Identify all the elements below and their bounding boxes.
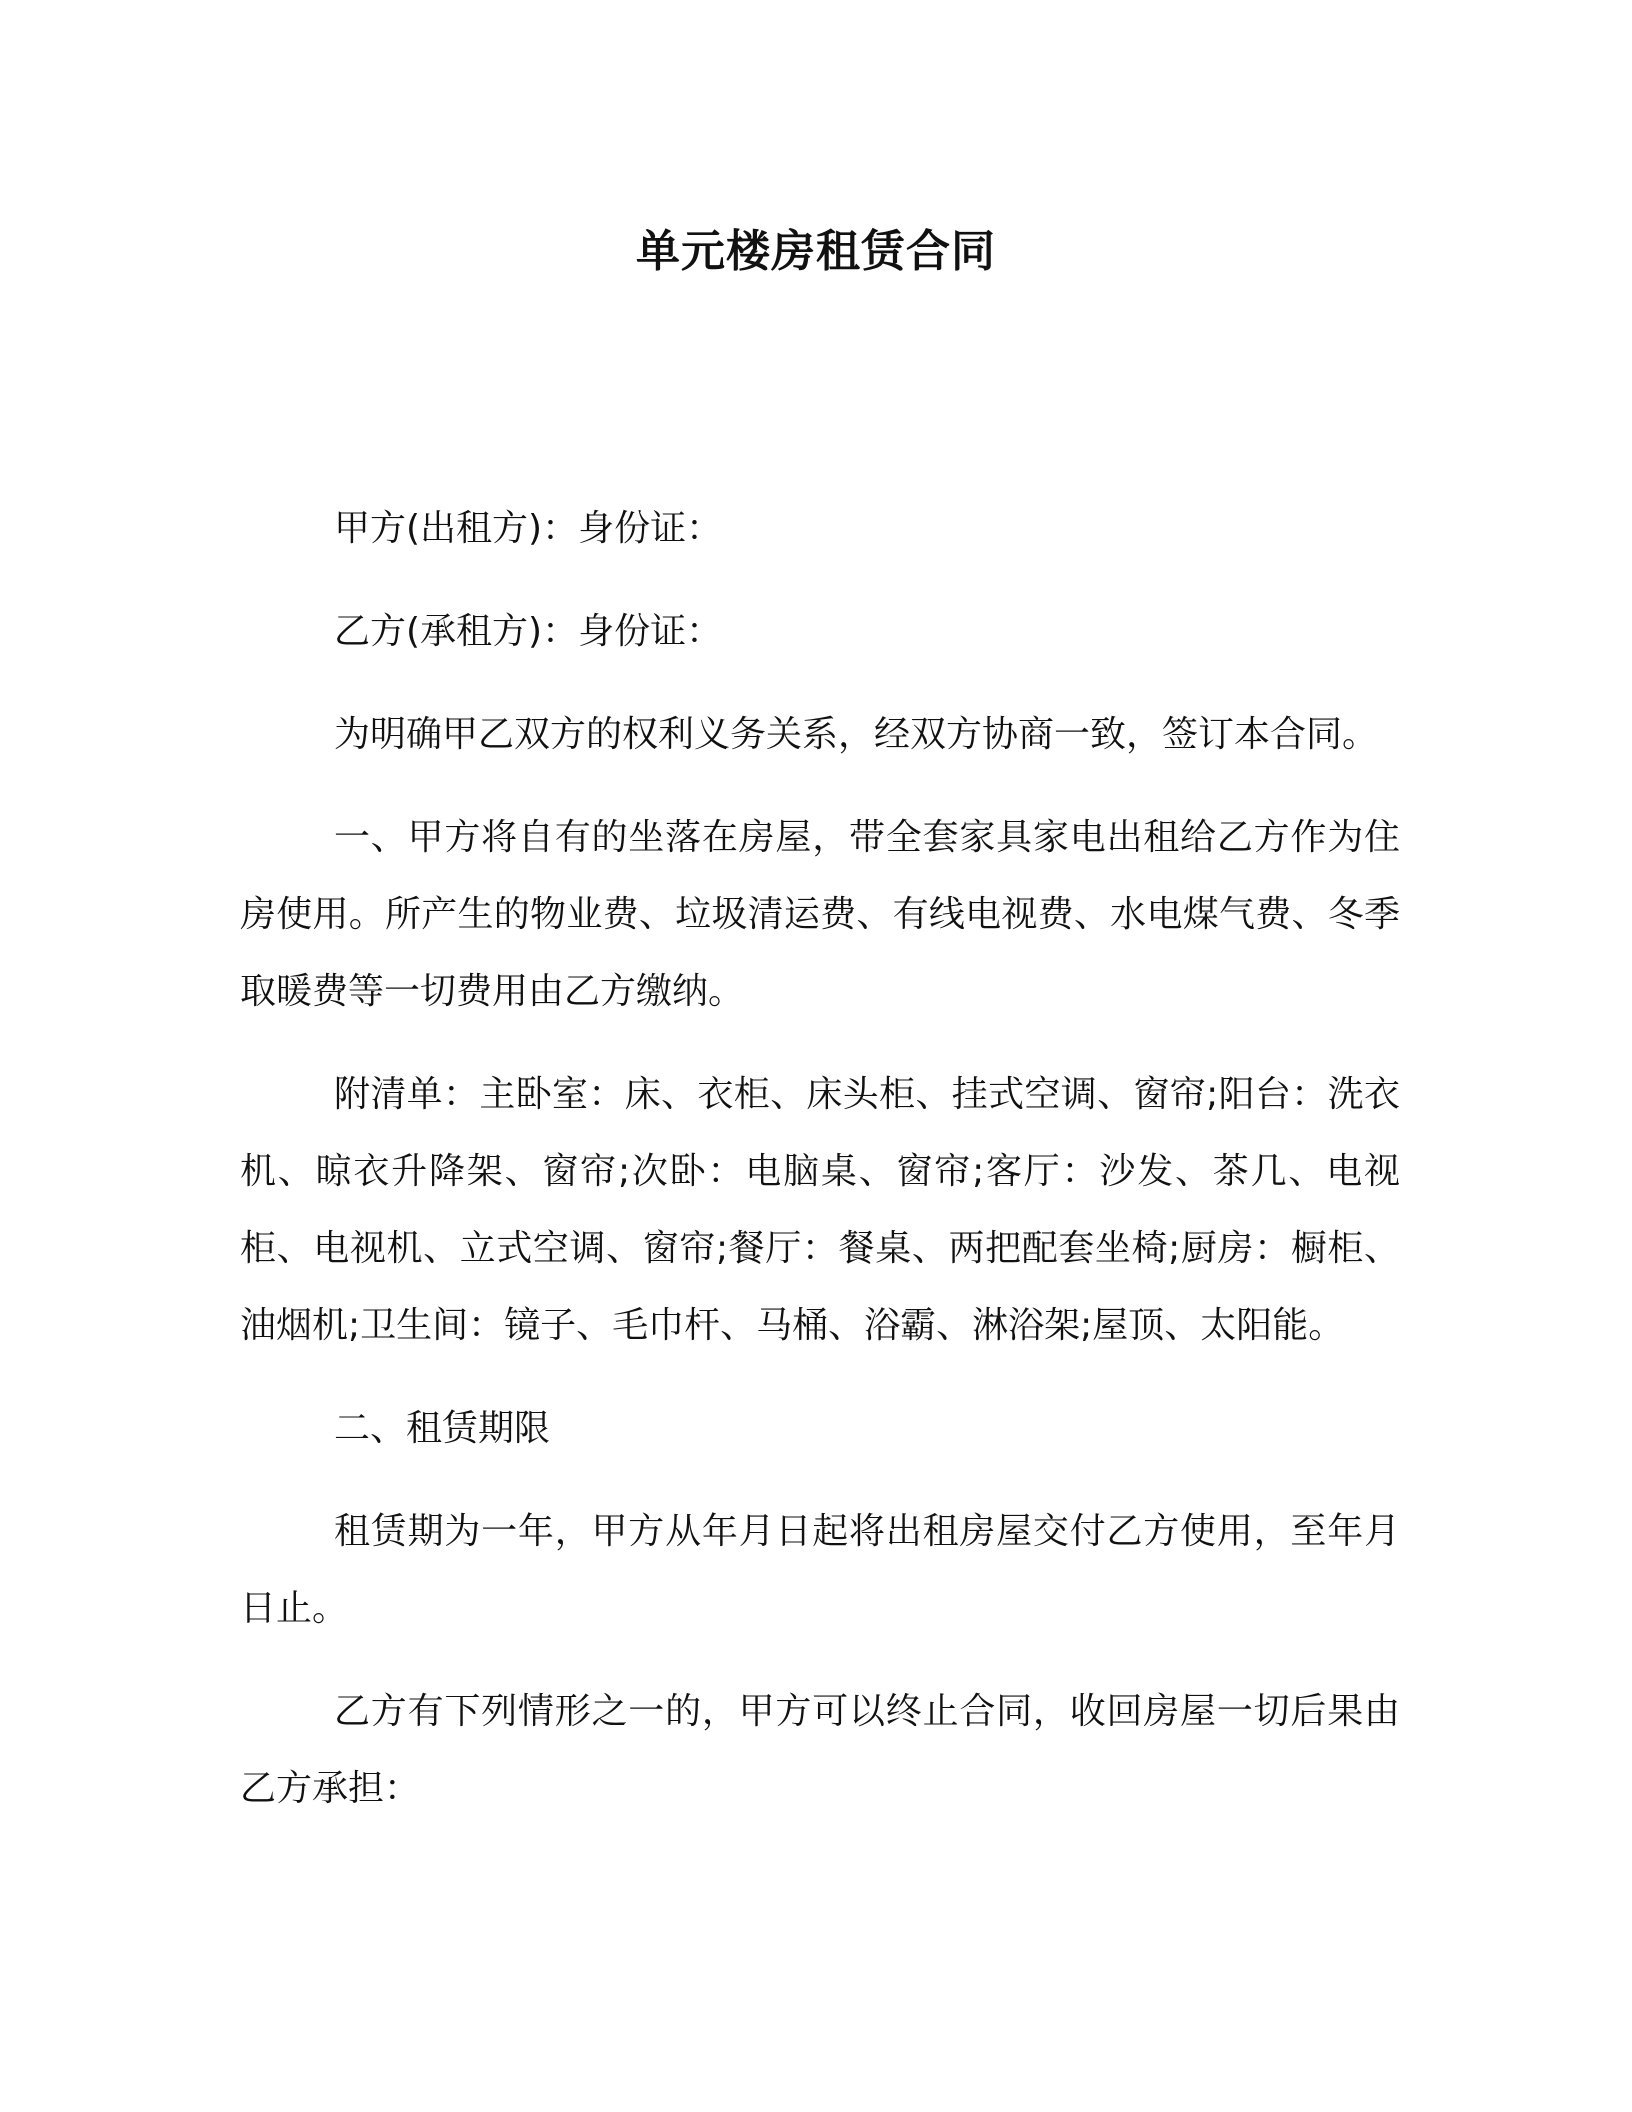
document-body: [240, 490, 1400, 1827]
clause-one-paragraph: 一、甲方将自有的坐落在房屋，带全套家具家电出租给乙方作为住房使用。所产生的物业费、垃圾清运费、有线电视费、水电煤气费、冬季取暖费等一切费用由乙方缴纳。: [240, 817, 1400, 1012]
party-b-line: 乙方(承租方)：身份证：: [334, 611, 723, 652]
termination-paragraph: 乙方有下列情形之一的，甲方可以终止合同，收回房屋一切后果由乙方承担：: [240, 1691, 1400, 1809]
preamble-paragraph: 为明确甲乙双方的权利义务关系，经双方协商一致，签订本合同。: [334, 714, 1379, 755]
document-title: 单元楼房租赁合同: [636, 226, 996, 277]
inventory-list-paragraph: 附清单：主卧室：床、衣柜、床头柜、挂式空调、窗帘;阳台：洗衣机、晾衣升降架、窗帘;次卧：电脑桌、窗帘;客厅：沙发、茶几、电视柜、电视机、立式空调、窗帘;餐厅：餐桌、两把配套坐椅;厨房：橱柜、油烟机;卫生间：镜子、毛巾杆、马桶、浴霸、淋浴架;屋顶、太阳能。: [240, 1074, 1400, 1346]
clause-two-heading: 二、租赁期限: [334, 1408, 551, 1449]
party-a-line: 甲方(出租方)：身份证：: [334, 508, 723, 549]
lease-term-paragraph: 租赁期为一年，甲方从年月日起将出租房屋交付乙方使用，至年月日止。: [240, 1511, 1400, 1629]
